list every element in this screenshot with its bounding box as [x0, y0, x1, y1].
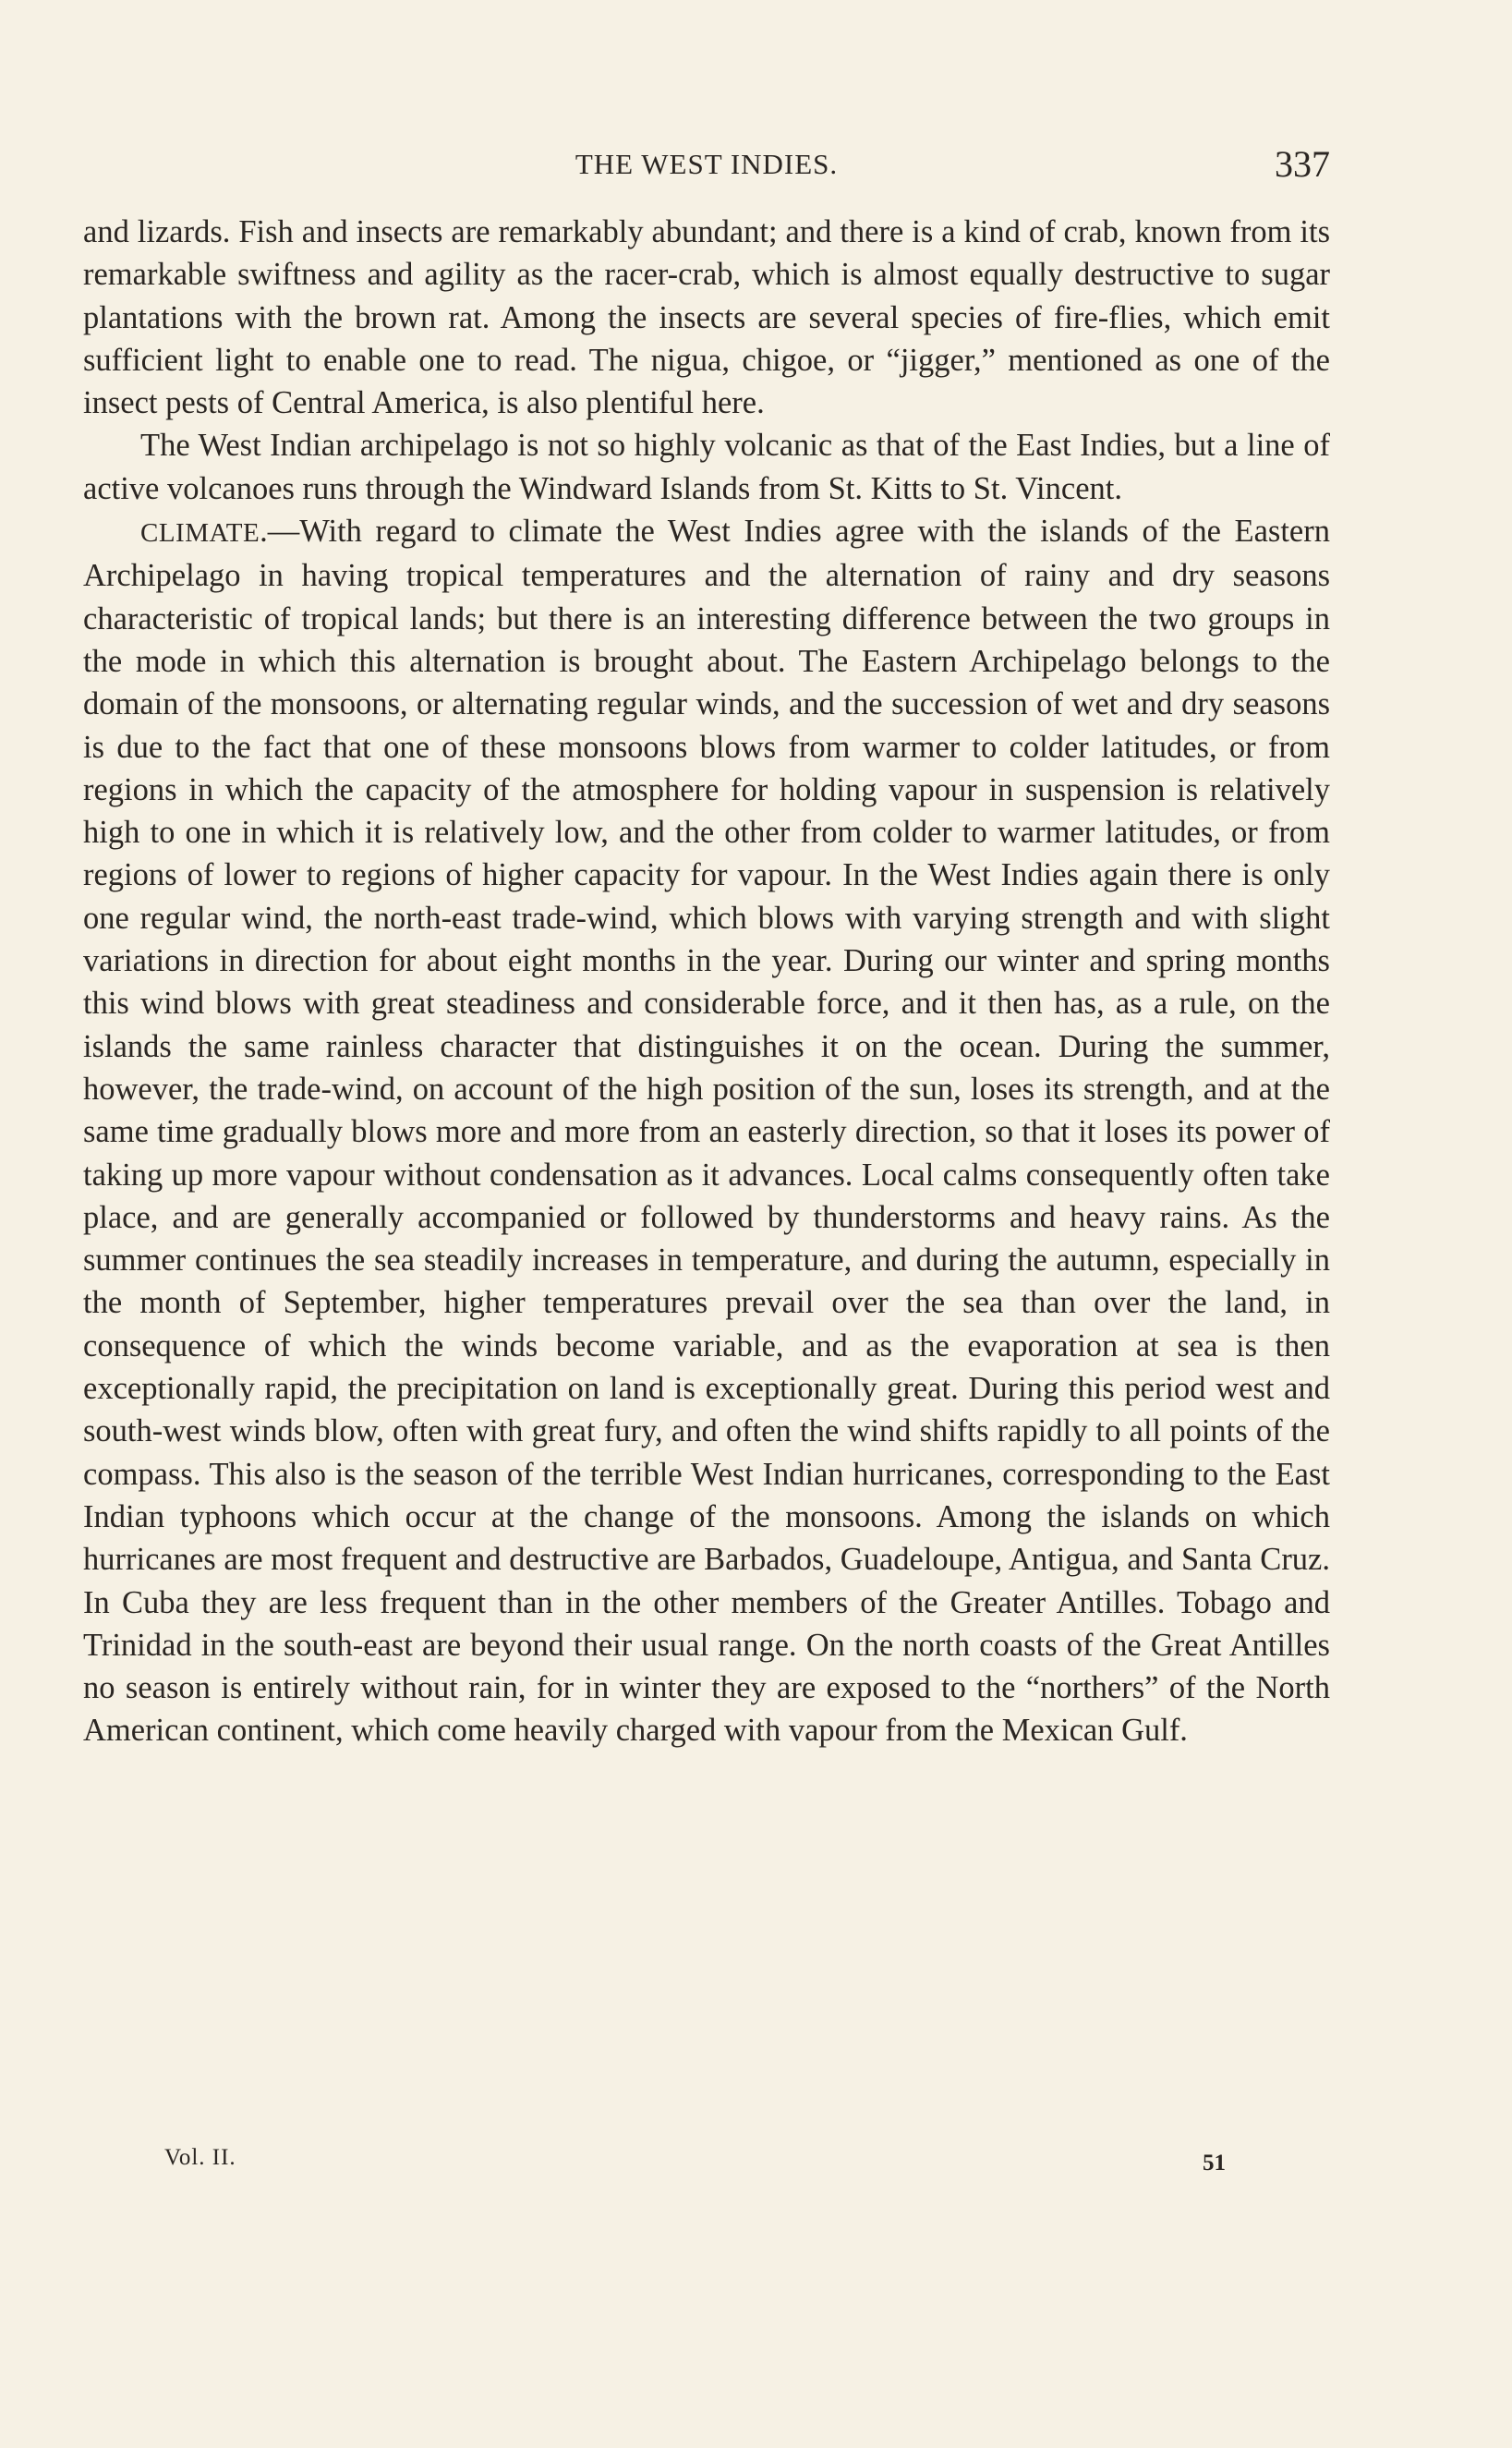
volume-label: Vol. II.	[164, 2145, 236, 2170]
body-text	[83, 211, 1330, 1752]
paragraph-volcanoes: The West Indian archipelago is not so highly volcanic as that of the East Indies, but a line of active volcanoes runs through the Windward Islands from St. Kitts to St. Vincent.	[83, 428, 1330, 506]
signature-mark: 51	[1203, 2151, 1226, 2175]
section-heading-climate: CLIMATE	[140, 518, 260, 549]
running-title: THE WEST INDIES.	[575, 148, 839, 180]
paragraph-climate	[83, 510, 1330, 1752]
running-head	[83, 143, 1330, 194]
paragraph-continued: and lizards. Fish and insects are remarkably abundant; and there is a kind of crab, known from its remarkable swiftness and agility as the racer-crab, which is almost equally destructive to sugar plantations with the brown rat. Among the insects are several species of fire-flies, which emit sufficient light to enable one to read. The nigua, chigoe, or “jigger,” mentioned as one of the insect pests of Central America, is also plentiful here.	[83, 214, 1330, 421]
page-number: 337	[1275, 143, 1330, 185]
climate-text: .—With regard to climate the West Indies agree with the islands of the Eastern Archipelago in having tropical temperatures and the alternation of rainy and dry seasons characteristic of tropical lands; but there is an interesting difference between the two groups in the mode in which this alternation is brought about. The Eastern Archipelago belongs to the domain of the monsoons, or alternating regular winds, and the succession of wet and dry seasons is due to the fact that one of these monsoons blows from warmer to colder latitudes, or from regions in which the capacity of the atmosphere for holding vapour in suspension is relatively high to one in which it is relatively low, and the other from colder to warmer latitudes, or from regions of lower to regions of higher capacity for vapour. In the West Indies again there is only one regular wind, the north-east trade-wind, which blows with varying strength and with slight variations in direction for about eight months in the year. During our winter and spring months this wind blows with great steadiness and considerable force, and it then has, as a rule, on the islands the same rainless character that distinguishes it on the ocean. During the summer, however, the trade-wind, on account of the high position of the sun, loses its strength, and at the same time gradually blows more and more from an easterly direction, so that it loses its power of taking up more vapour without condensation as it advances. Local calms consequently often take place, and are generally accompanied or followed by thunderstorms and heavy rains. As the summer continues the sea steadily increases in temperature, and during the autumn, especially in the month of September, higher temperatures prevail over the sea than over the land, in consequence of which the winds become variable, and as the evaporation at sea is then exceptionally rapid, the precipitation on land is exceptionally great. During this period west and south-west winds blow, often with great fury, and often the wind shifts rapidly to all points of the compass. This also is the season of the terrible West Indian hurricanes, corresponding to the East Indian typhoons which occur at the change of the monsoons. Among the islands on which hurricanes are most frequent and destructive are Barbados, Guadeloupe, Antigua, and Santa Cruz. In Cuba they are less frequent than in the other members of the Greater Antilles. Tobago and Trinidad in the south-east are beyond their usual range. On the north coasts of the Great Antilles no season is entirely without rain, for in winter they are exposed to the “northers” of the North American continent, which come heavily charged with vapour from the Mexican Gulf.	[83, 514, 1330, 1749]
page-footer	[83, 2145, 1330, 2182]
